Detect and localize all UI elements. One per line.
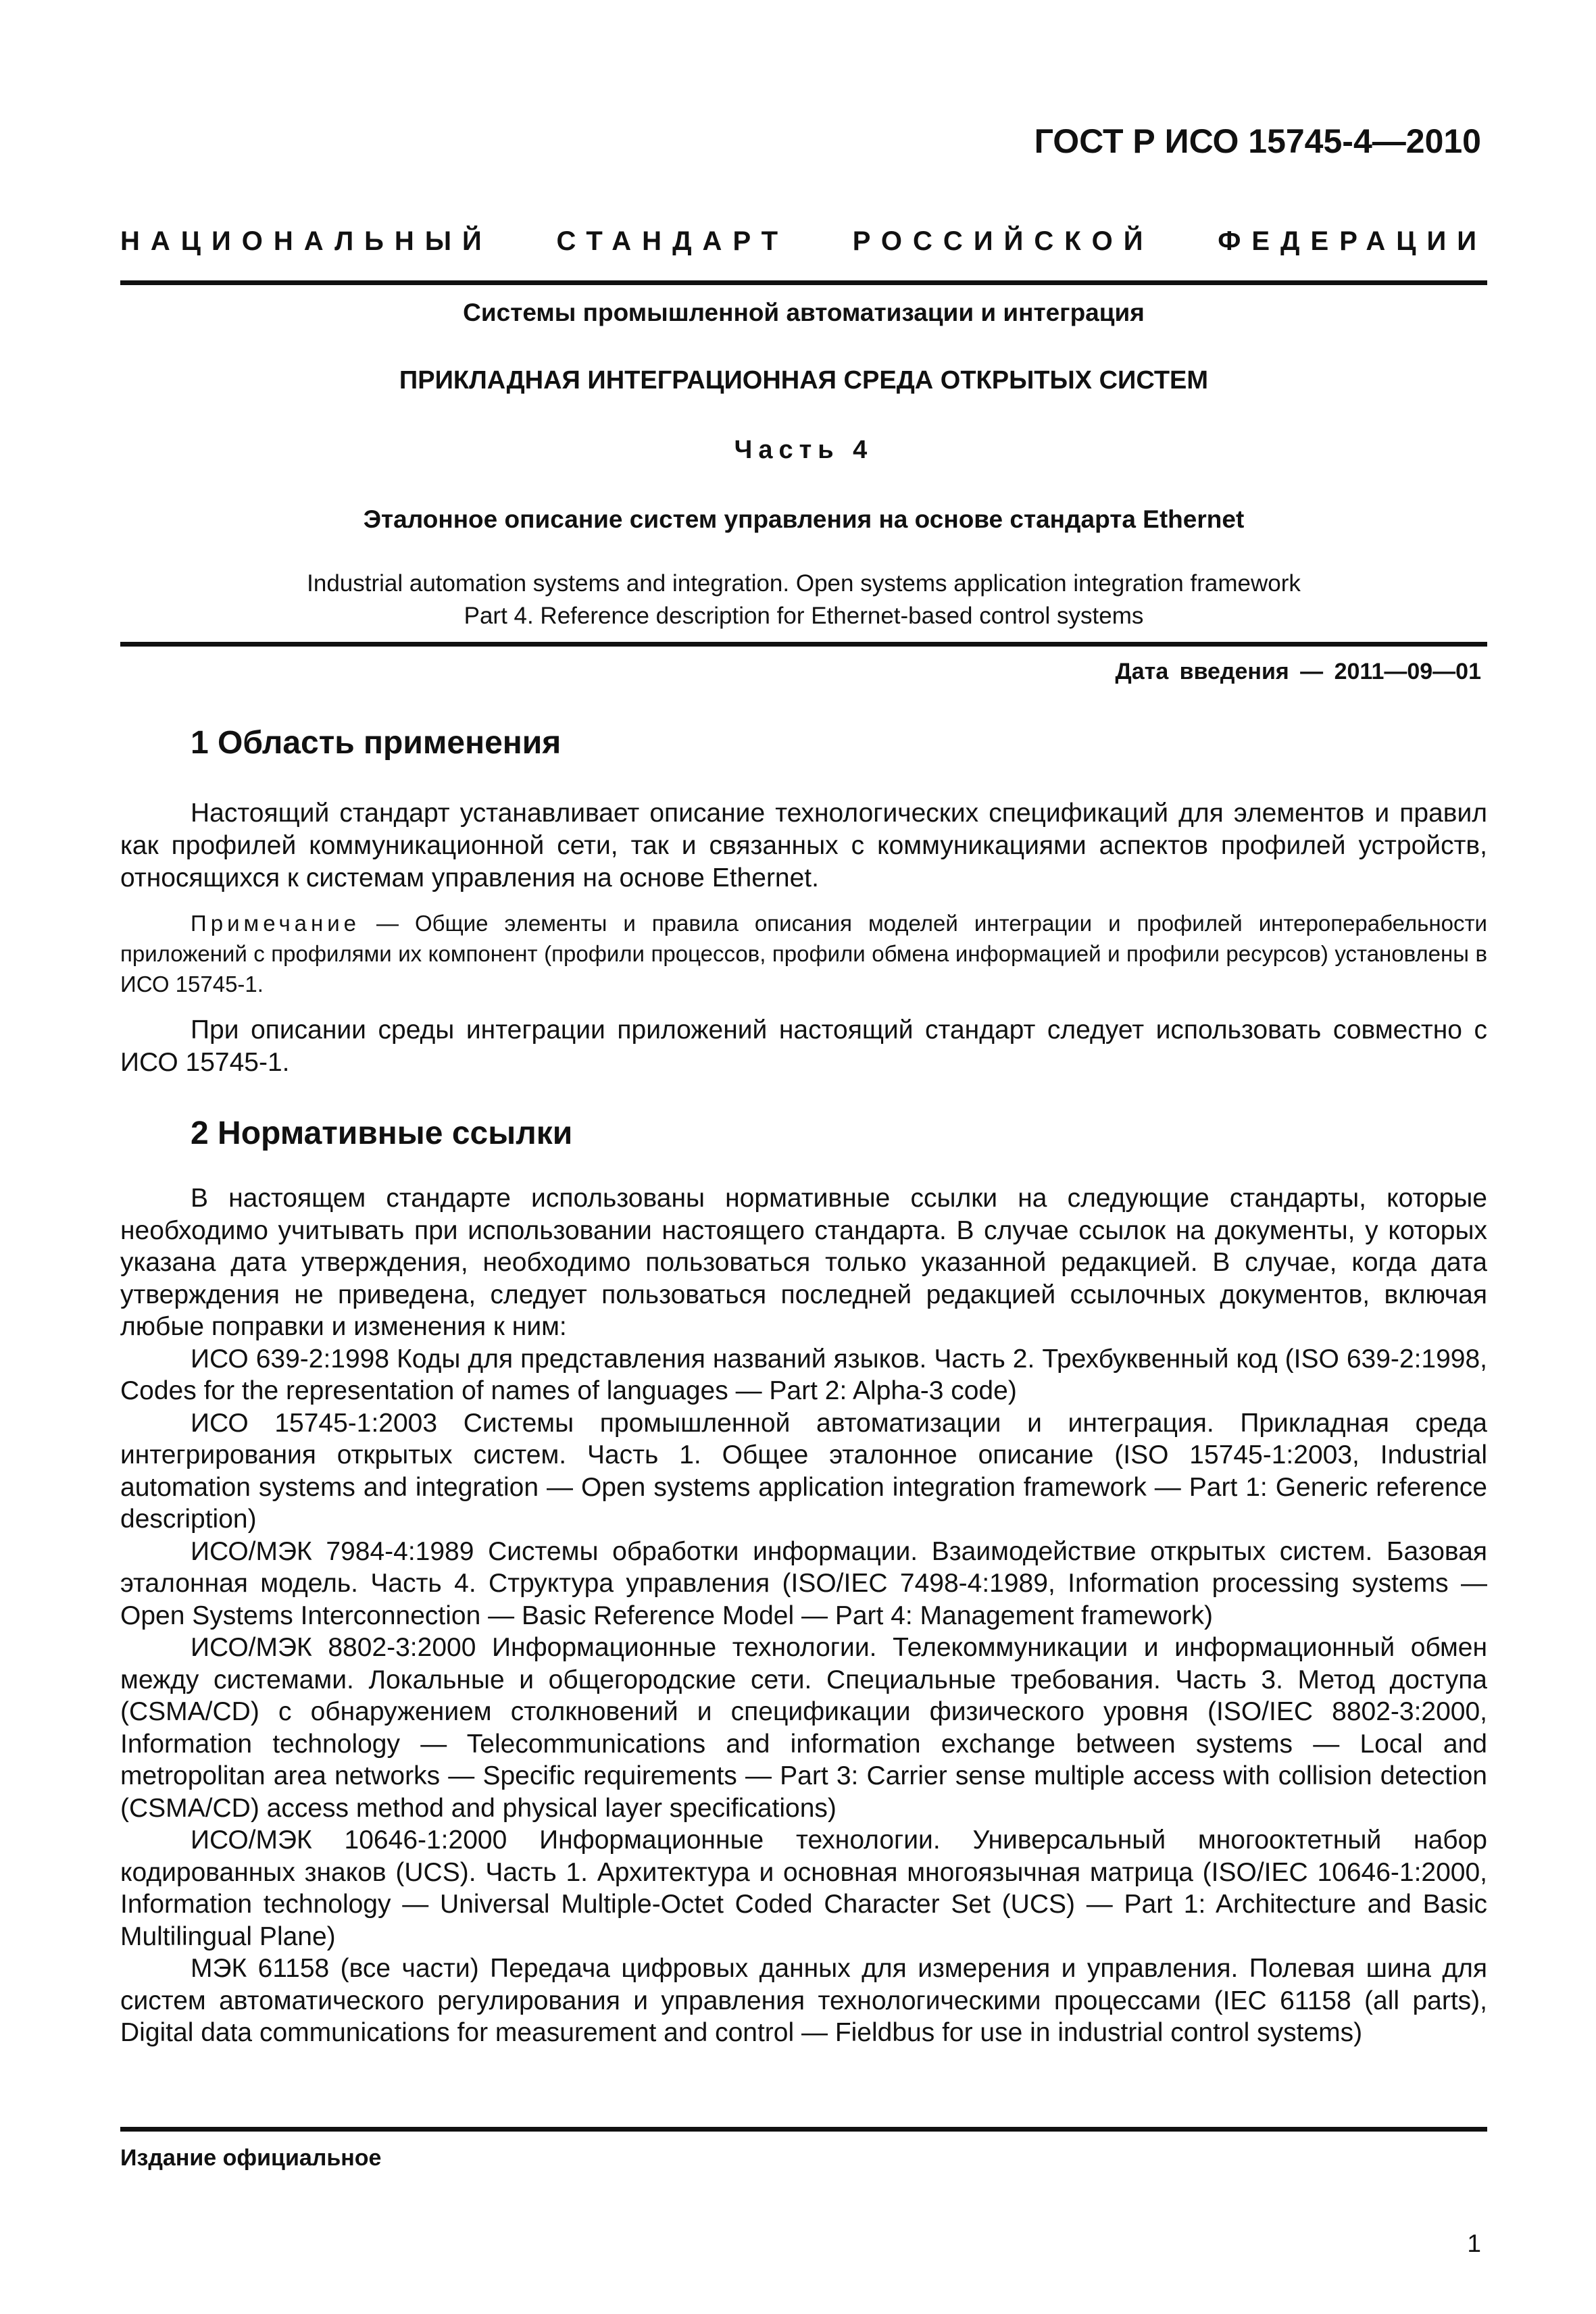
references-intro: В настоящем стандарте использованы нормативные ссылки на следующие стандарты, которые необходимо учитывать при использовании настоящего стандарта. В случае ссылок на документы, у которых указана дата утверждения, необходимо пользоваться только указанной редакцией. В случае, когда дата утверждения не приведена, следует пользоваться последней редакцией ссылочных документов, включая любые поправки и изменения к ним: (120, 1184, 1487, 1341)
note-text: — Общие элементы и правила описания моделей интеграции и профилей интероперабельности приложений с профилями их компонент (профили процессов, профили обмена информацией и профили ресурсов) установлены в ИСО 15745-1. (120, 911, 1487, 997)
section-1-heading: 1 Область применения (191, 725, 562, 761)
reference-item: МЭК 61158 (все части) Передача цифровых данных для измерения и управления. Полевая шина для систем автоматического регулирования и управления технологическими процессами (IEC 61158 (all parts), Digital data communications for measurement and control — Fieldbus for use in industrial control systems) (120, 1954, 1487, 2047)
introduction-date: Дата введения — 2011—09—01 (1115, 659, 1481, 684)
series-title: Системы промышленной автоматизации и интеграция (463, 299, 1145, 326)
national-standard-banner (120, 226, 1487, 257)
edition-label: Издание официальное (120, 2145, 382, 2171)
banner-word: НАЦИОНАЛЬНЫЙ (120, 226, 493, 256)
banner-word: РОССИЙСКОЙ (852, 226, 1154, 256)
reference-item: ИСО/МЭК 10646-1:2000 Информационные технологии. Универсальный многооктетный набор кодированных знаков (UCS). Часть 1. Архитектура и основная многоязычная матрица (ISO/IEC 10646-1:2000, Information technology — Universal Multiple-Octet Coded Character Set (UCS) — Part 1: Architecture and Basic Multilingual Plane) (120, 1826, 1487, 1951)
banner-word: ФЕДЕРАЦИИ (1218, 226, 1487, 256)
note-label: Примечание (191, 911, 361, 936)
section-2-heading: 2 Нормативные ссылки (191, 1115, 573, 1151)
page-number: 1 (1467, 2230, 1481, 2257)
reference-item: ИСО 15745-1:2003 Системы промышленной автоматизации и интеграция. Прикладная среда интегрирования открытых систем. Часть 1. Общее эталонное описание (ISO 15745-1:2003, Industrial automation systems and integration — Open systems application integration framework — Part 1: Generic reference description) (120, 1408, 1487, 1534)
note-paragraph (120, 908, 1487, 999)
scope-paragraph: Настоящий стандарт устанавливает описание технологических спецификаций для элементов и правил как профилей коммуникационной сети, так и связанных с коммуникациями аспектов профилей устройств, относящихся к системам управления на основе Ethernet. (120, 799, 1487, 892)
reference-item: ИСО 639-2:1998 Коды для представления названий языков. Часть 2. Трехбуквенный код (ISO 639-2:1998, Codes for the representation of names of languages — Part 2: Alpha-3 code) (120, 1344, 1487, 1405)
reference-item: ИСО/МЭК 7984-4:1989 Системы обработки информации. Взаимодействие открытых систем. Базовая эталонная модель. Часть 4. Структура управления (ISO/IEC 7498-4:1989, Information processing systems — Open Systems Interconnection — Basic Reference Model — Part 4: Management framework) (120, 1536, 1487, 1630)
section-2-body (120, 1182, 1487, 2049)
main-title: ПРИКЛАДНАЯ ИНТЕГРАЦИОННАЯ СРЕДА ОТКРЫТЫХ СИСТЕМ (399, 366, 1209, 395)
banner-word: СТАНДАРТ (556, 226, 789, 256)
header-divider (120, 280, 1487, 285)
usage-paragraph: При описании среды интеграции приложений настоящий стандарт следует использовать совместно с ИСО 15745-1. (120, 1015, 1487, 1077)
english-title-line: Part 4. Reference description for Ethernet-based control systems (464, 603, 1144, 629)
english-title (120, 568, 1487, 632)
part-label: Часть 4 (734, 436, 874, 464)
english-title-line: Industrial automation systems and integration. Open systems application integration framework (307, 570, 1301, 597)
subtitle: Эталонное описание систем управления на основе стандарта Ethernet (363, 505, 1245, 533)
document-number: ГОСТ Р ИСО 15745-4—2010 (1034, 122, 1481, 160)
title-divider (120, 642, 1487, 647)
reference-item: ИСО/МЭК 8802-3:2000 Информационные технологии. Телекоммуникации и информационный обмен между системами. Локальные и общегородские сети. Специальные требования. Часть 3. Метод доступа (CSMA/CD) с обнаружением столкновений и спецификации физического уровня (ISO/IEC 8802-3:2000, Information technology — Telecommunications and information exchange between systems — Local and metropolitan area networks — Specific requirements — Part 3: Carrier sense multiple access with collision detection (CSMA/CD) access method and physical layer specifications) (120, 1633, 1487, 1823)
section-1-body (120, 797, 1487, 1079)
footer-divider (120, 2127, 1487, 2132)
